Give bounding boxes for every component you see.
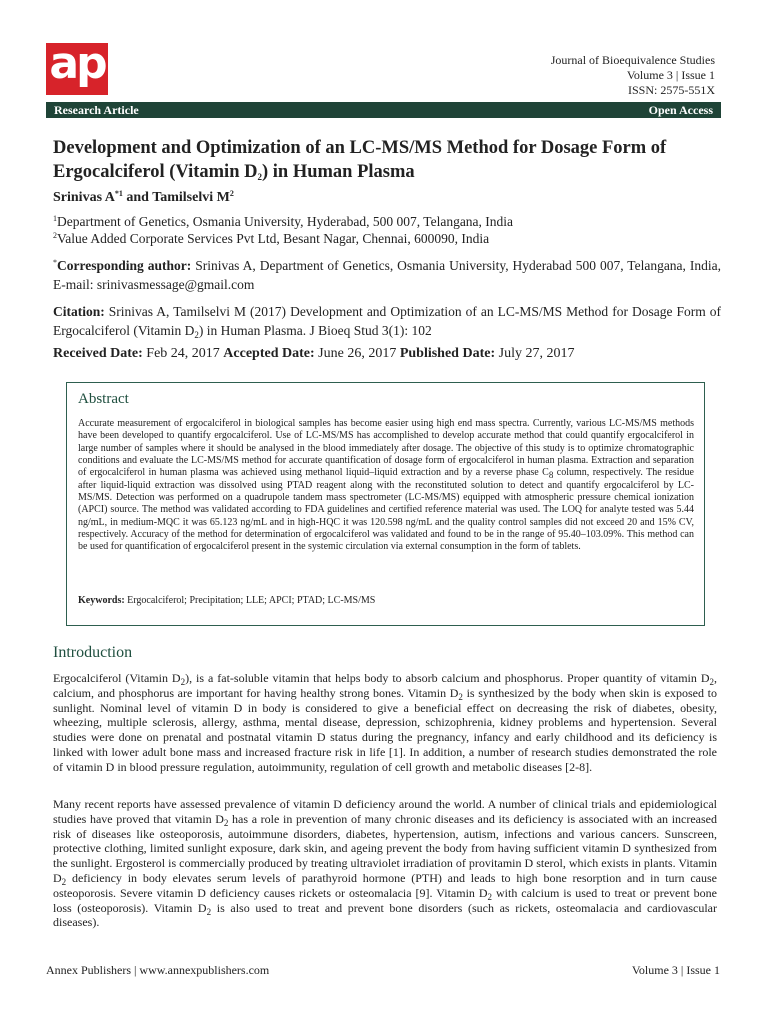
p2-seg-c: deficiency in body elevates serum levels of parathyroid hormone (PTH) and leads to high bone resorption and in turn cause osteoporosis. Severe vitamin D deficiency causes rickets or osteomalacia [9]. Vitamin D: [53, 870, 717, 900]
abstract-text: [78, 418, 694, 554]
logo-text: ap: [49, 38, 105, 89]
affiliation-2-sup: 2: [53, 231, 57, 240]
corresponding-author: [53, 256, 721, 294]
intro-paragraph-1: [53, 671, 717, 775]
abstract-text-2: column, respectively. The residue after liquid-liquid extraction was dissolved using PTAD reagent along with the reconstituted solution to detect and quantify ergocalciferol by LC-MS/MS. Detection was performed on a quadrupole tandem mass spectrometer (LC-MS/MS) equipped with atmospheric pressure chemical ionization (APCI) source. The method was validated according to FDA guidelines and certified reference material was used. The LOQ for analyte tested was 5.44 ng/mL, in medium-MQC it was 65.123 ng/mL and in high-HQC it was 120.598 ng/mL and the quality control samples did not exceed 20 and 15% CV, respectively. Accuracy of the method for determination of ergocalciferol was validated and found to be in the range of 95.40–103.09%. This method can be used for quantification of ergocalciferol present in the systemic circulation via external consumption in the form of tablets.: [78, 467, 694, 553]
p2-sub-4: 2: [206, 906, 212, 917]
p2-seg-e: is also used to treat and prevent bone disorders (such as rickets, osteomalacia and cardiovascular diseases).: [53, 900, 717, 930]
published-label: Published Date:: [399, 346, 496, 361]
abstract-heading: Abstract: [78, 391, 129, 407]
keywords-label: Keywords:: [78, 595, 125, 606]
corresponding-star: *: [53, 258, 57, 267]
affiliation-1: [53, 214, 721, 230]
article-type: Research Article: [54, 103, 139, 117]
author-2: Tamilselvi M: [152, 190, 230, 205]
accepted-label: Accepted Date:: [223, 346, 315, 361]
affiliation-1-sup: 1: [53, 214, 57, 223]
affiliation-2: [53, 231, 721, 247]
p2-seg-a: Many recent reports have assessed prevalence of vitamin D deficiency around the world. A number of clinical trials and epidemiological studies have proved that vitamin D: [53, 797, 717, 826]
p2-sub-1: 2: [223, 817, 229, 828]
p1-seg-b: ), is a fat-soluble vitamin that helps body to absorb calcium and phosphorus. Proper quantity of vitamin D: [185, 671, 710, 685]
p1-seg-a: Ergocalciferol (Vitamin D: [53, 671, 181, 685]
journal-volume: Volume 3 | Issue 1: [626, 68, 715, 82]
p2-sub-3: 2: [487, 891, 493, 902]
publisher-logo: [46, 38, 108, 95]
journal-issn: ISSN: 2575-551X: [627, 83, 715, 97]
introduction-heading: Introduction: [53, 644, 133, 661]
abstract-text-1: Accurate measurement of ergocalciferol in biological samples has become easier using high end mass spectra. Currently, various LC-MS/MS methods have been developed to quantify ergocalciferol. Use of LC-MS/MS has accomplished to develop accurate method that could quantify ergocalciferol in large number of samples where it should be analysed in the blood immediately after dosage. The objective of this study is to optimize chromatographic conditions and evaluate the LC-MS/MS method for accurate quantification of dosage form of ergocalciferol in human plasma. Extraction and separation of ergocalciferol in human plasma was achieved using methanol liquid–liquid extraction and by a reverse phase C: [78, 418, 694, 479]
corresponding-text: Srinivas A, Department of Genetics, Osmania University, Hyderabad 500 007, Telangana, India, E-mail: srinivasmessage@gmail.com: [53, 258, 721, 292]
journal-name: Journal of Bioequivalence Studies: [550, 53, 715, 67]
open-access-label: Open Access: [648, 103, 713, 117]
p1-seg-d: is synthesized by the body when skin is exposed to sunlight. Nominal level of vitamin D in body is considered to give a beneficial effect on decreasing the risk of diabetes, obesity, wheezing, multiple sclerosis, allergy, asthma, mental disease, depression, schizophrenia, kidney problems and hypertension. Several studies were done on prenatal and postnatal vitamin D status during the pregnancy, infancy and early childhood and its deficiency is linked with lower adult bone mass and increased fracture risk in life [1]. In addition, a number of research studies demonstrated the role of vitamin D in blood pressure regulation, autoimmunity, regulation of cell growth and metabolic diseases [2-8].: [53, 685, 717, 774]
footer-publisher: Annex Publishers | www.annexpublishers.com: [46, 963, 270, 977]
abstract-subscript: 8: [548, 470, 554, 481]
p1-sub-2: 2: [709, 677, 714, 687]
keywords-text: Ergocalciferol; Precipitation; LLE; APCI; PTAD; LC-MS/MS: [124, 595, 376, 606]
published-date: July 27, 2017: [495, 346, 575, 361]
keywords: [78, 595, 375, 606]
p1-seg-c: , calcium, and phosphorus are important for having healthy strong bones. Vitamin D: [53, 671, 717, 700]
title-text-2: ) in Human Plasma: [261, 162, 415, 182]
p2-sub-2: 2: [61, 876, 67, 887]
title-subscript: 2: [257, 172, 262, 182]
p1-sub-1: 2: [180, 677, 186, 687]
footer-volume: Volume 3 | Issue 1: [631, 963, 720, 977]
received-label: Received Date:: [53, 346, 143, 361]
dates-line: [53, 344, 721, 363]
author-list: [53, 190, 234, 206]
author-2-sup: 2: [229, 189, 234, 198]
journal-info: [551, 53, 715, 98]
citation-label: Citation:: [53, 304, 105, 319]
author-1-sup: *1: [114, 189, 123, 198]
affiliation-2-text: Value Added Corporate Services Pvt Ltd, Besant Nagar, Chennai, 600090, India: [57, 231, 490, 246]
citation-subscript: 2: [194, 330, 199, 340]
p2-seg-b: has a role in prevention of many chronic diseases and its deficiency is associated with an increased risk of diseases like osteoporosis, autoimmune disorders, diabetes, hypertension, autism, infections and various cancers. Sunscreen, protective clothing, limited sunlight exposure, dark skin, and ageing prevent the body from having sufficient vitamin D synthesized from the sunlight. Ergosterol is commercially produced by treating ultraviolet irradiation of provitamin D sterol, which exists in plants. Vitamin D: [53, 811, 717, 885]
title-text-1: Development and Optimization of an LC-MS/MS Method for Dosage Form of Ergocalciferol (Vitamin D: [53, 138, 667, 182]
p2-seg-d: with calcium is used to treat or prevent bone loss (osteoporosis). Vitamin D: [53, 885, 717, 915]
abstract-box: [66, 382, 705, 626]
article-type-band: [46, 102, 721, 118]
affiliation-1-text: Department of Genetics, Osmania University, Hyderabad, 500 007, Telangana, India: [57, 214, 514, 229]
citation-text-1: Srinivas A, Tamilselvi M (2017) Development and Optimization of an LC-MS/MS Method for Dosage Form of Ergocalciferol (Vitamin D: [53, 304, 721, 338]
paper-title: [53, 136, 721, 184]
received-date: Feb 24, 2017: [142, 346, 224, 361]
intro-paragraph-2: [53, 797, 717, 930]
citation-text-2: ) in Human Plasma. J Bioeq Stud 3(1): 102: [198, 323, 432, 338]
accepted-date: June 26, 2017: [314, 346, 400, 361]
author-and: and: [122, 190, 153, 205]
citation: [53, 302, 721, 340]
author-1: Srinivas A: [53, 190, 115, 205]
corresponding-label: Corresponding author:: [57, 258, 192, 273]
p1-sub-3: 2: [458, 691, 463, 702]
